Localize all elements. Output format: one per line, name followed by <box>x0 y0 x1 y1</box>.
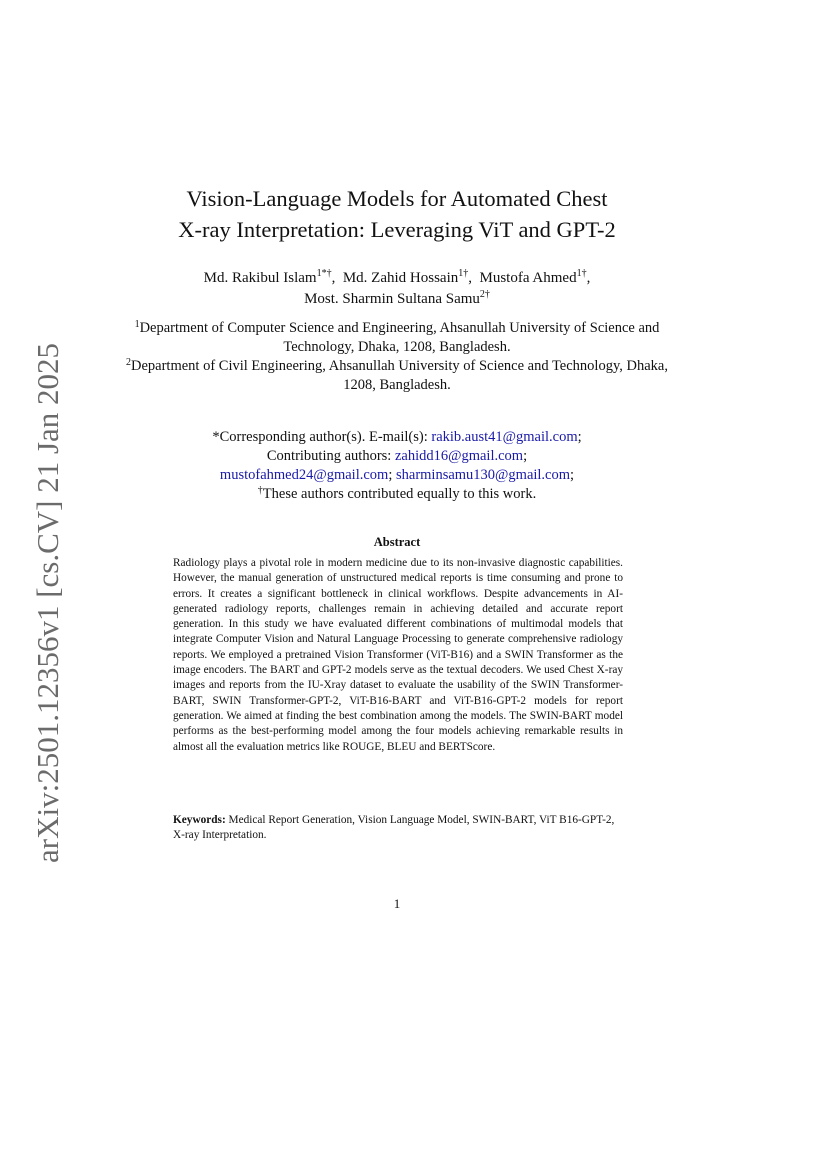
author-marks: 1† <box>458 268 469 279</box>
author-marks: 2† <box>479 289 490 300</box>
affiliation-mark: 2 <box>126 357 132 368</box>
equal-contribution-mark: † <box>257 485 263 496</box>
affiliation-text: Department of Civil Engineering, Ahsanullah University of Science and Technology, Dhaka, 1208, Bangladesh. <box>131 358 668 393</box>
equal-contribution-text: These authors contributed equally to this work. <box>262 486 537 502</box>
author-name: Most. Sharmin Sultana Samu <box>304 291 480 307</box>
affiliations <box>120 319 674 395</box>
corresponding-label: *Corresponding author(s). E-mail(s): <box>212 429 432 445</box>
contributing-label: Contributing authors: <box>266 448 395 464</box>
author-line-1: Md. Rakibul Islam$^{1*\dagger}$, Md. Zahid Hossain$^{1\dagger}$, Mustofa Ahmed$^{1\dagger}$, <box>203 268 591 286</box>
author-name: Md. Rakibul Islam <box>203 270 317 286</box>
arxiv-identifier-stamp: arXiv:2501.12356v1 [cs.CV] 21 Jan 2025 <box>30 342 65 863</box>
author-name: Md. Zahid Hossain <box>342 270 459 286</box>
affiliation-mark: 1 <box>134 319 140 330</box>
keywords-label: Keywords: <box>173 814 226 826</box>
affiliation-text: Department of Computer Science and Engineering, Ahsanullah University of Science and Technology, Dhaka, 1208, Bangladesh. <box>139 320 660 355</box>
author-line-2 <box>120 289 674 310</box>
paper-title <box>120 183 674 245</box>
equal-contribution-note <box>120 485 674 504</box>
keywords-block <box>173 813 623 844</box>
author-list <box>120 268 674 310</box>
contact-block <box>120 428 674 504</box>
abstract-heading: Abstract <box>373 535 421 549</box>
contributing-email-link[interactable]: zahidd16@gmail.com <box>394 448 524 464</box>
corresponding-author-line: *Corresponding author(s). E-mail(s): rakib.aust41@gmail.com; <box>212 429 582 445</box>
author-marks: 1† <box>576 268 587 279</box>
contributing-email-link[interactable]: sharminsamu130@gmail.com <box>395 467 571 483</box>
author-name: Mustofa Ahmed <box>479 270 577 286</box>
keywords-text: Medical Report Generation, Vision Language Model, SWIN-BART, ViT B16-GPT-2, X-ray Interpretation. <box>173 814 615 842</box>
author-marks: 1*† <box>316 268 332 279</box>
contributing-email-link[interactable]: mustofahmed24@gmail.com <box>219 467 389 483</box>
page-number: 1 <box>393 896 401 911</box>
abstract-body: Radiology plays a pivotal role in modern medicine due to its non-invasive diagnostic capabilities. However, the manual generation of unstructured medical reports is time consuming and prone to errors. It creates a significant bottleneck in clinical workflows. Despite advancements in AI-generated radiology reports, challenges remain in achieving detailed and accurate report generation. In this study we have evaluated different combinations of multimodal models that integrate Computer Vision and Natural Language Processing to generate comprehensive radiology reports. We employed a pretrained Vision Transformer (ViT-B16) and a SWIN Transformer as the image encoders. The BART and GPT-2 models serve as the textual decoders. We used Chest X-ray images and reports from the IU-Xray dataset to evaluate the usability of the SWIN Transformer-BART, SWIN Transformer-GPT-2, ViT-B16-BART and ViT-B16-GPT-2 models for report generation. We aimed at finding the best combination among the models. The SWIN-BART model performs as the best-performing model among the four models achieving remarkable results in almost all the evaluation metrics like ROUGE, BLEU and BERTScore. <box>173 557 623 753</box>
title-line-2: X-ray Interpretation: Leveraging ViT and GPT-2 <box>178 217 616 242</box>
affiliation-item <box>120 319 674 357</box>
contributing-authors-line: Contributing authors: zahidd16@gmail.com; <box>266 448 528 464</box>
title-line-1: Vision-Language Models for Automated Chest <box>186 186 608 211</box>
contributing-emails-line: mustofahmed24@gmail.com; sharminsamu130@gmail.com; <box>219 467 575 483</box>
corresponding-email-link[interactable]: rakib.aust41@gmail.com <box>431 429 578 445</box>
affiliation-item <box>120 357 674 395</box>
